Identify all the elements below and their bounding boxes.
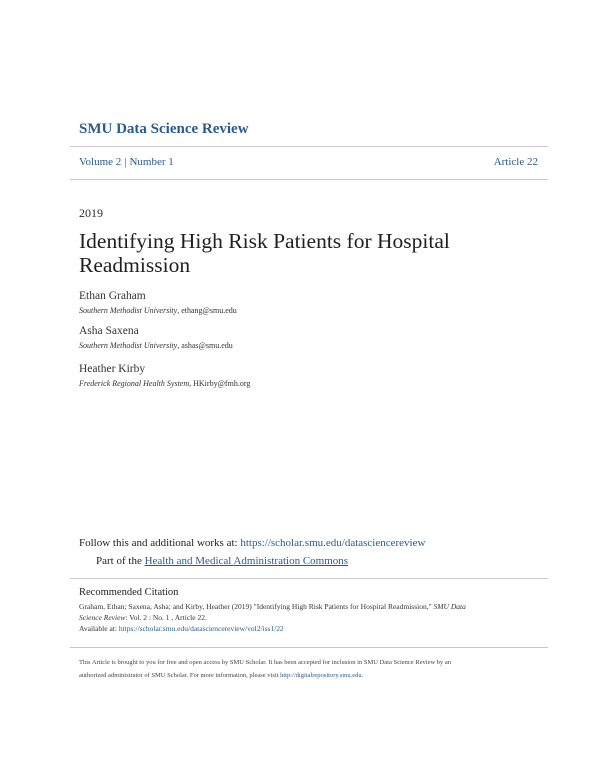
citation-line2 <box>79 612 519 623</box>
affiliation-name: Southern Methodist University <box>79 306 178 315</box>
citation-journal: SMU Data <box>433 602 466 611</box>
citation-url[interactable]: https://scholar.smu.edu/datasciencereview/vol2/iss1/22 <box>118 624 284 633</box>
part-of-line <box>96 555 348 567</box>
publication-year: 2019 <box>79 206 103 220</box>
number-link[interactable]: Number 1 <box>129 156 174 168</box>
notice-line2 <box>79 669 499 682</box>
author-name: Asha Saxena <box>79 325 139 337</box>
author-email: , HKirby@fmh.org <box>189 379 251 388</box>
author-affiliation <box>79 379 250 388</box>
volume-link[interactable]: Volume 2 <box>79 156 122 168</box>
citation-line1 <box>79 601 519 612</box>
journal-title[interactable]: SMU Data Science Review <box>79 121 249 137</box>
follow-link[interactable]: https://scholar.smu.edu/datasciencereview <box>240 537 426 549</box>
notice-text: authorized administrator of SMU Scholar. For more information, please visit <box>79 672 281 679</box>
volume-number <box>79 156 174 168</box>
citation-divider <box>70 578 548 579</box>
citation-line3 <box>79 623 519 634</box>
citation-authors: Graham, Ethan; Saxena, Asha; and Kirby, Heather (2019) "Identifying High Risk Patients for Hospital Readmission," <box>79 602 434 611</box>
header-divider <box>70 146 548 147</box>
citation-journal-cont: Science Review <box>79 613 126 622</box>
author-email: , ethang@smu.edu <box>177 306 237 315</box>
part-of-text: Part of the <box>96 555 145 567</box>
follow-line <box>79 537 425 549</box>
recommended-citation-heading: Recommended Citation <box>79 587 179 598</box>
follow-text: Follow this and additional works at: <box>79 537 241 549</box>
article-title-line2: Readmission <box>79 253 191 277</box>
notice-period: . <box>361 672 364 679</box>
issue-separator: | <box>124 156 127 168</box>
affiliation-name: Frederick Regional Health System <box>79 379 190 388</box>
available-label: Available at: <box>79 624 119 633</box>
issue-divider <box>70 179 548 180</box>
commons-link[interactable]: Health and Medical Administration Commons <box>144 555 349 567</box>
citation-block <box>79 601 519 634</box>
author-name: Ethan Graham <box>79 290 146 302</box>
notice-divider <box>70 647 548 648</box>
article-title <box>79 229 499 277</box>
article-link[interactable]: Article 22 <box>493 156 538 168</box>
author-affiliation <box>79 341 233 350</box>
author-affiliation <box>79 306 237 315</box>
citation-volume: : Vol. 2 : No. 1 , Article 22. <box>125 613 207 622</box>
access-notice <box>79 656 499 682</box>
author-name: Heather Kirby <box>79 363 146 375</box>
issue-row <box>79 156 538 168</box>
article-title-line1: Identifying High Risk Patients for Hospital <box>79 229 450 253</box>
notice-line1: This Article is brought to you for free and open access by SMU Scholar. It has been accepted for inclusion in SMU Data Science Review by an <box>79 659 452 666</box>
author-email: , ashas@smu.edu <box>177 341 233 350</box>
repository-link[interactable]: http://digitalrepository.smu.edu <box>280 672 362 679</box>
affiliation-name: Southern Methodist University <box>79 341 178 350</box>
